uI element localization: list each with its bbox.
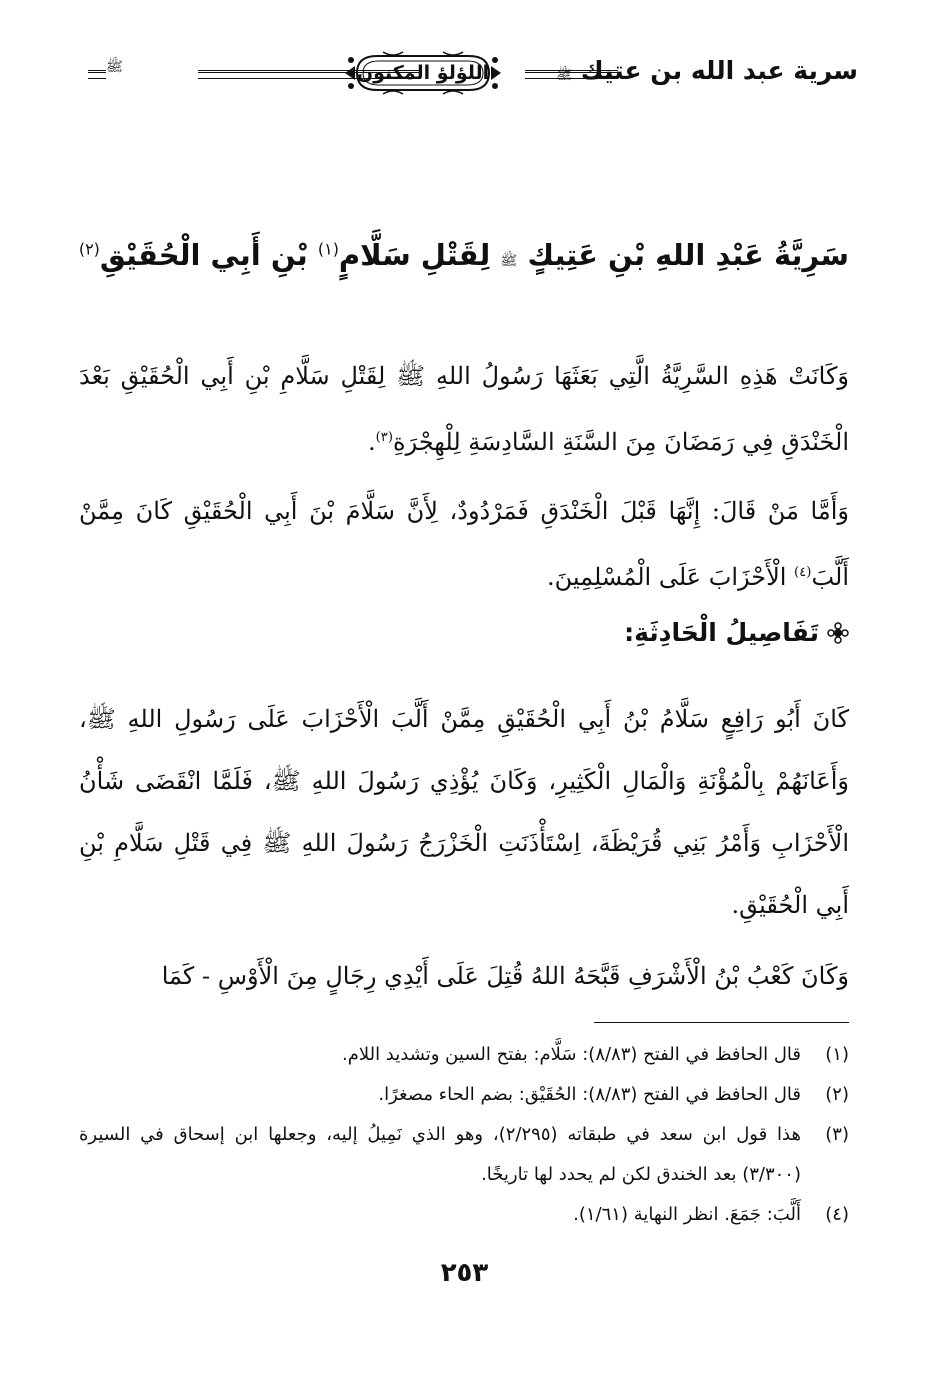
header-chapter-title: [556, 56, 858, 86]
flower-bullet-icon: [827, 622, 849, 644]
header-rule-right: [525, 70, 618, 79]
footnote-ref-4: (٤): [794, 565, 812, 580]
footnote-ref-1: (١): [317, 239, 339, 259]
paragraph-4-text: وَكَانَ كَعْبُ بْنُ الْأَشْرَفِ قَبَّحَهُ اللهُ قُتِلَ عَلَى أَيْدِي رِجَالٍ مِنَ الْأَوْسِ - كَمَا: [161, 962, 849, 990]
paragraph-2: [79, 480, 849, 608]
paragraph-2-text: وَأَمَّا مَنْ قَالَ: إِنَّهَا قَبْلَ الْخَنْدَقِ فَمَرْدُودٌ، لِأَنَّ سَلَّامَ بْنَ أَبِي الْحُقَيْقِ كَانَ مِمَّنْ أَلَّبَ: [79, 497, 849, 591]
section-heading-text: تَفَاصِيلُ الْحَادِثَةِ:: [624, 618, 819, 647]
paragraph-3: [79, 688, 849, 936]
footnote-2: [79, 1075, 849, 1115]
book-title: اللؤلؤ المكنون: [356, 62, 490, 84]
paragraph-4: [79, 945, 849, 1007]
header-end-honorific: ﷺ: [106, 59, 123, 75]
paragraph-3-text: كَانَ أَبُو رَافِعٍ سَلَّامُ بْنُ أَبِي الْحُقَيْقِ مِمَّنْ أَلَّبَ الْأَحْزَابَ عَلَى رَسُولِ اللهِ ﷺ، وَأَعَانَهُمْ بِالْمُؤْنَةِ وَالْمَالِ الْكَثِيرِ، وَكَانَ يُؤْذِي رَسُولَ اللهِ ﷺ، فَلَمَّا انْقَضَى شَأْنُ الْأَحْزَابِ وَأَمْرُ بَنِي قُرَيْظَةَ، اِسْتَأْذَنَتِ الْخَزْرَجُ رَسُولَ اللهِ ﷺ فِي قَتْلِ سَلَّامِ بْنِ أَبِي الْحُقَيْقِ.: [79, 705, 849, 919]
paragraph-1: [79, 345, 849, 473]
header-rule-end: [88, 70, 106, 79]
footnote-text: قال الحافظ في الفتح (٨/٨٣): سَلَّام: بفتح السين وتشديد اللام.: [341, 1044, 801, 1065]
header-chapter-title-text: سرية عبد الله بن عتيك: [580, 56, 858, 85]
paragraph-2-end: الْأَحْزَابَ عَلَى الْمُسْلِمِينَ.: [546, 563, 795, 591]
footnote-number: (١): [825, 1044, 849, 1065]
page-number: ٢٥٣: [440, 1258, 489, 1288]
paragraph-1-end: .: [367, 428, 376, 456]
chapter-heading-part-3: بْنِ أَبِي الْحُقَيْقِ: [99, 238, 308, 272]
chapter-heading-part-1: سَرِيَّةُ عَبْدِ اللهِ بْنِ عَتِيكٍ: [527, 238, 849, 272]
paragraph-1-text: وَكَانَتْ هَذِهِ السَّرِيَّةُ الَّتِي بَعَثَهَا رَسُولُ اللهِ ﷺ لِقَتْلِ سَلَّامِ بْنِ أَبِي الْحُقَيْقِ بَعْدَ الْخَنْدَقِ فِي رَمَضَانَ مِنَ السَّنَةِ السَّادِسَةِ لِلْهِجْرَةِ: [79, 362, 849, 456]
chapter-heading-part-2: لِقَتْلِ سَلَّامٍ: [338, 238, 491, 272]
header-honorific: ﷺ: [556, 68, 573, 83]
footnote-text: هذا قول ابن سعد في طبقاته (٢/٢٩٥)، وهو الذي نَمِيلُ إليه، وجعلها ابن إسحاق في السيرة (٣/٣٠٠) بعد الخندق لكن لم يحدد لها تاريخًا.: [79, 1124, 801, 1185]
footnote-number: (٤): [825, 1204, 849, 1225]
footnote-separator: [594, 1022, 849, 1023]
chapter-heading-honorific: ﷺ: [500, 253, 518, 269]
footnote-4: [79, 1195, 849, 1235]
footnote-number: (٣): [825, 1124, 849, 1145]
section-heading: [624, 618, 849, 647]
footnote-number: (٢): [825, 1084, 849, 1105]
footnote-text: قال الحافظ في الفتح (٨/٨٣): الحُقَيْق: بضم الحاء مصغرًا.: [378, 1084, 801, 1105]
header-rule-left: [198, 70, 421, 79]
footnote-ref-2: (٢): [78, 239, 100, 259]
running-header: [88, 48, 858, 104]
footnote-ref-3: (٣): [375, 430, 393, 445]
footnote-1: [79, 1035, 849, 1075]
footnotes: [79, 1035, 849, 1235]
footnote-3: [79, 1115, 849, 1195]
footnote-text: أَلَّبَ: جَمَعَ. انظر النهاية (١/٦١).: [573, 1204, 801, 1225]
chapter-heading: [70, 238, 849, 272]
